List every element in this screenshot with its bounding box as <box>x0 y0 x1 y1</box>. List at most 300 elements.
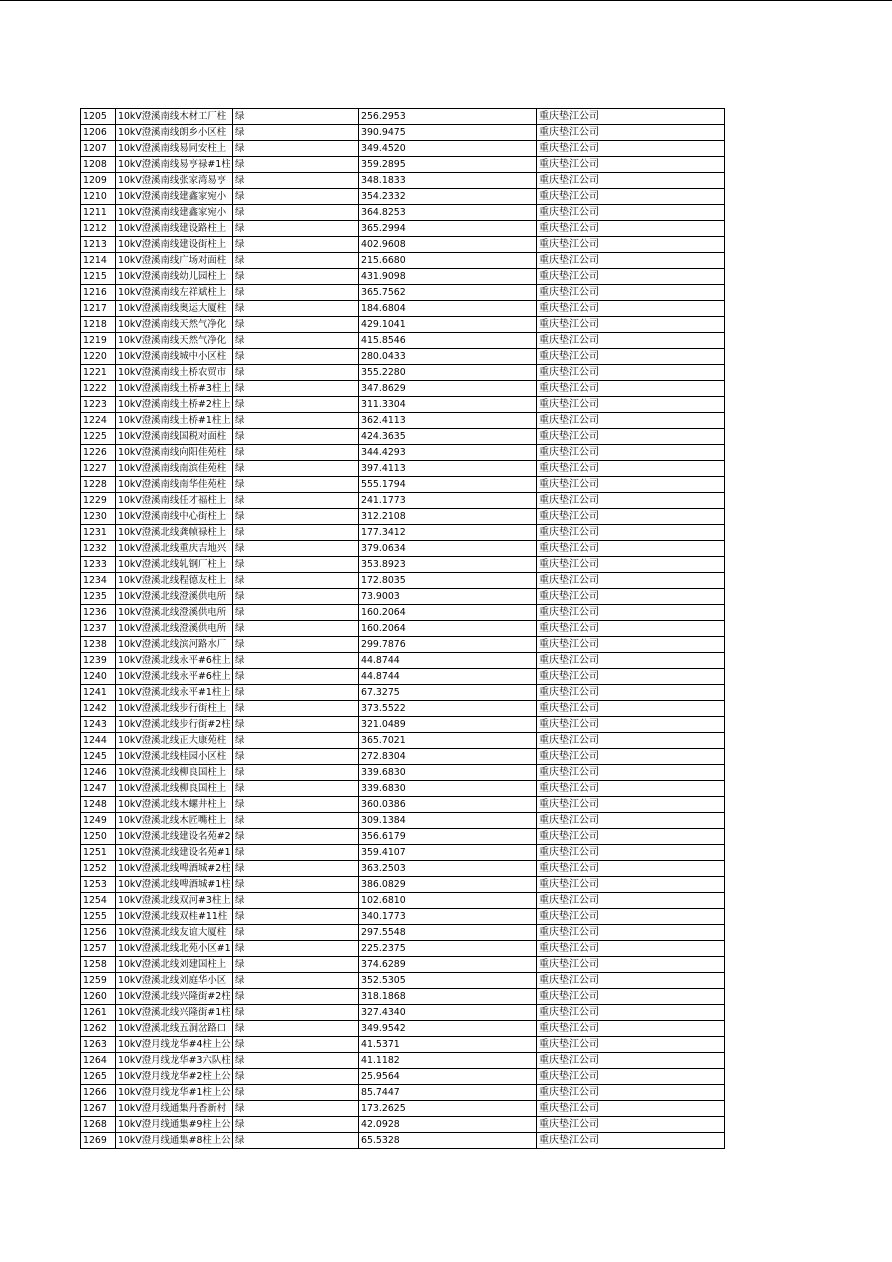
cell-value: 256.2953 <box>359 109 537 125</box>
cell-value: 555.1794 <box>359 477 537 493</box>
cell-name: 10kV澄溪北线兴隆街#1柱 <box>116 1005 233 1021</box>
cell-id: 1258 <box>81 957 116 973</box>
cell-org: 重庆垫江公司 <box>537 557 725 573</box>
cell-org: 重庆垫江公司 <box>537 445 725 461</box>
cell-org: 重庆垫江公司 <box>537 845 725 861</box>
cell-org: 重庆垫江公司 <box>537 1117 725 1133</box>
cell-id: 1240 <box>81 669 116 685</box>
cell-color: 绿 <box>233 957 359 973</box>
cell-value: 349.4520 <box>359 141 537 157</box>
cell-name: 10kV澄溪南线土桥#3柱上 <box>116 381 233 397</box>
cell-name: 10kV澄溪北线程德友柱上 <box>116 573 233 589</box>
cell-org: 重庆垫江公司 <box>537 301 725 317</box>
cell-color: 绿 <box>233 189 359 205</box>
cell-org: 重庆垫江公司 <box>537 1101 725 1117</box>
table-row <box>81 381 725 397</box>
cell-value: 359.2895 <box>359 157 537 173</box>
cell-name: 10kV澄溪北线步行街#2柱 <box>116 717 233 733</box>
table-row <box>81 173 725 189</box>
table-row <box>81 301 725 317</box>
cell-color: 绿 <box>233 685 359 701</box>
cell-value: 85.7447 <box>359 1085 537 1101</box>
table-row <box>81 365 725 381</box>
cell-org: 重庆垫江公司 <box>537 189 725 205</box>
table-row <box>81 333 725 349</box>
cell-color: 绿 <box>233 893 359 909</box>
cell-color: 绿 <box>233 413 359 429</box>
cell-name: 10kV澄溪南线木材工厂柱 <box>116 109 233 125</box>
cell-color: 绿 <box>233 445 359 461</box>
cell-org: 重庆垫江公司 <box>537 909 725 925</box>
cell-value: 309.1384 <box>359 813 537 829</box>
cell-id: 1261 <box>81 1005 116 1021</box>
cell-org: 重庆垫江公司 <box>537 1005 725 1021</box>
cell-color: 绿 <box>233 813 359 829</box>
cell-org: 重庆垫江公司 <box>537 141 725 157</box>
cell-color: 绿 <box>233 1101 359 1117</box>
cell-name: 10kV澄溪南线土桥农贸市 <box>116 365 233 381</box>
cell-name: 10kV澄溪北线重庆吉地兴 <box>116 541 233 557</box>
table-row <box>81 733 725 749</box>
cell-org: 重庆垫江公司 <box>537 205 725 221</box>
cell-value: 415.8546 <box>359 333 537 349</box>
cell-name: 10kV澄月线龙华#4柱上公 <box>116 1037 233 1053</box>
cell-color: 绿 <box>233 845 359 861</box>
cell-color: 绿 <box>233 237 359 253</box>
cell-color: 绿 <box>233 141 359 157</box>
cell-color: 绿 <box>233 109 359 125</box>
cell-org: 重庆垫江公司 <box>537 717 725 733</box>
table-row <box>81 557 725 573</box>
cell-value: 340.1773 <box>359 909 537 925</box>
cell-name: 10kV澄溪北线北苑小区#1 <box>116 941 233 957</box>
cell-id: 1232 <box>81 541 116 557</box>
cell-id: 1222 <box>81 381 116 397</box>
cell-color: 绿 <box>233 589 359 605</box>
cell-id: 1217 <box>81 301 116 317</box>
table-row <box>81 1053 725 1069</box>
table-row <box>81 605 725 621</box>
cell-id: 1246 <box>81 765 116 781</box>
cell-org: 重庆垫江公司 <box>537 589 725 605</box>
cell-org: 重庆垫江公司 <box>537 829 725 845</box>
cell-id: 1266 <box>81 1085 116 1101</box>
cell-id: 1230 <box>81 509 116 525</box>
cell-id: 1263 <box>81 1037 116 1053</box>
table-row <box>81 317 725 333</box>
cell-color: 绿 <box>233 301 359 317</box>
cell-name: 10kV澄月线通集丹香新村 <box>116 1101 233 1117</box>
cell-id: 1257 <box>81 941 116 957</box>
cell-org: 重庆垫江公司 <box>537 941 725 957</box>
cell-org: 重庆垫江公司 <box>537 749 725 765</box>
table-row <box>81 701 725 717</box>
cell-color: 绿 <box>233 221 359 237</box>
cell-name: 10kV澄溪南线建设路柱上 <box>116 221 233 237</box>
cell-id: 1239 <box>81 653 116 669</box>
cell-id: 1237 <box>81 621 116 637</box>
cell-name: 10kV澄月线龙华#1柱上公 <box>116 1085 233 1101</box>
cell-color: 绿 <box>233 701 359 717</box>
table-row <box>81 797 725 813</box>
cell-value: 297.5548 <box>359 925 537 941</box>
cell-id: 1227 <box>81 461 116 477</box>
cell-id: 1231 <box>81 525 116 541</box>
cell-id: 1224 <box>81 413 116 429</box>
cell-org: 重庆垫江公司 <box>537 509 725 525</box>
cell-value: 25.9564 <box>359 1069 537 1085</box>
cell-id: 1264 <box>81 1053 116 1069</box>
cell-name: 10kV澄溪北线永平#1柱上 <box>116 685 233 701</box>
cell-id: 1241 <box>81 685 116 701</box>
cell-value: 402.9608 <box>359 237 537 253</box>
cell-value: 160.2064 <box>359 621 537 637</box>
cell-org: 重庆垫江公司 <box>537 685 725 701</box>
cell-value: 184.6804 <box>359 301 537 317</box>
cell-name: 10kV澄溪南线张家湾易亨 <box>116 173 233 189</box>
cell-org: 重庆垫江公司 <box>537 285 725 301</box>
cell-org: 重庆垫江公司 <box>537 157 725 173</box>
cell-id: 1220 <box>81 349 116 365</box>
cell-color: 绿 <box>233 637 359 653</box>
cell-id: 1213 <box>81 237 116 253</box>
cell-org: 重庆垫江公司 <box>537 893 725 909</box>
cell-org: 重庆垫江公司 <box>537 253 725 269</box>
cell-org: 重庆垫江公司 <box>537 1021 725 1037</box>
cell-value: 42.0928 <box>359 1117 537 1133</box>
cell-value: 397.4113 <box>359 461 537 477</box>
cell-value: 365.7021 <box>359 733 537 749</box>
table-row <box>81 285 725 301</box>
cell-org: 重庆垫江公司 <box>537 237 725 253</box>
table-row <box>81 1117 725 1133</box>
cell-name: 10kV澄溪南线南滨佳苑柱 <box>116 461 233 477</box>
cell-value: 359.4107 <box>359 845 537 861</box>
cell-org: 重庆垫江公司 <box>537 669 725 685</box>
cell-color: 绿 <box>233 621 359 637</box>
cell-id: 1233 <box>81 557 116 573</box>
cell-org: 重庆垫江公司 <box>537 637 725 653</box>
table-row <box>81 1005 725 1021</box>
cell-org: 重庆垫江公司 <box>537 349 725 365</box>
cell-id: 1210 <box>81 189 116 205</box>
cell-name: 10kV澄溪北线正大康苑柱 <box>116 733 233 749</box>
table-row <box>81 1133 725 1149</box>
cell-name: 10kV澄溪南线任才福柱上 <box>116 493 233 509</box>
cell-value: 311.3304 <box>359 397 537 413</box>
cell-color: 绿 <box>233 829 359 845</box>
cell-org: 重庆垫江公司 <box>537 477 725 493</box>
cell-name: 10kV澄溪南线广场对面柱 <box>116 253 233 269</box>
cell-color: 绿 <box>233 429 359 445</box>
cell-color: 绿 <box>233 541 359 557</box>
cell-name: 10kV澄月线通集#8柱上公 <box>116 1133 233 1149</box>
table-row <box>81 893 725 909</box>
cell-org: 重庆垫江公司 <box>537 269 725 285</box>
cell-color: 绿 <box>233 1069 359 1085</box>
cell-color: 绿 <box>233 877 359 893</box>
cell-value: 349.9542 <box>359 1021 537 1037</box>
table-row <box>81 205 725 221</box>
cell-value: 344.4293 <box>359 445 537 461</box>
cell-color: 绿 <box>233 269 359 285</box>
cell-id: 1211 <box>81 205 116 221</box>
cell-color: 绿 <box>233 1005 359 1021</box>
cell-value: 299.7876 <box>359 637 537 653</box>
cell-value: 41.1182 <box>359 1053 537 1069</box>
cell-id: 1234 <box>81 573 116 589</box>
table-row <box>81 845 725 861</box>
cell-color: 绿 <box>233 669 359 685</box>
cell-id: 1260 <box>81 989 116 1005</box>
cell-name: 10kV澄溪南线天然气净化 <box>116 317 233 333</box>
cell-color: 绿 <box>233 1133 359 1149</box>
cell-id: 1206 <box>81 125 116 141</box>
cell-id: 1242 <box>81 701 116 717</box>
cell-name: 10kV澄溪北线滨河路水厂 <box>116 637 233 653</box>
table-row <box>81 141 725 157</box>
cell-name: 10kV澄溪北线步行街柱上 <box>116 701 233 717</box>
table-row <box>81 989 725 1005</box>
cell-name: 10kV澄溪南线左祥斌柱上 <box>116 285 233 301</box>
cell-org: 重庆垫江公司 <box>537 1085 725 1101</box>
table-row <box>81 685 725 701</box>
table-row <box>81 861 725 877</box>
cell-value: 431.9098 <box>359 269 537 285</box>
cell-color: 绿 <box>233 765 359 781</box>
cell-value: 241.1773 <box>359 493 537 509</box>
table-row <box>81 941 725 957</box>
cell-color: 绿 <box>233 285 359 301</box>
table-row <box>81 1101 725 1117</box>
cell-id: 1254 <box>81 893 116 909</box>
cell-org: 重庆垫江公司 <box>537 317 725 333</box>
table-row <box>81 957 725 973</box>
cell-value: 73.9003 <box>359 589 537 605</box>
table-row <box>81 397 725 413</box>
cell-value: 177.3412 <box>359 525 537 541</box>
cell-color: 绿 <box>233 925 359 941</box>
cell-value: 272.8304 <box>359 749 537 765</box>
cell-name: 10kV澄溪北线建设名苑#2 <box>116 829 233 845</box>
cell-name: 10kV澄溪北线友谊大厦柱 <box>116 925 233 941</box>
cell-name: 10kV澄溪南线幼儿园柱上 <box>116 269 233 285</box>
cell-color: 绿 <box>233 605 359 621</box>
cell-id: 1252 <box>81 861 116 877</box>
cell-name: 10kV澄溪北线轧钢厂柱上 <box>116 557 233 573</box>
top-border-line <box>0 0 892 1</box>
cell-org: 重庆垫江公司 <box>537 541 725 557</box>
cell-id: 1219 <box>81 333 116 349</box>
cell-name: 10kV澄溪南线国税对面柱 <box>116 429 233 445</box>
cell-value: 65.5328 <box>359 1133 537 1149</box>
table-row <box>81 253 725 269</box>
cell-value: 379.0634 <box>359 541 537 557</box>
cell-org: 重庆垫江公司 <box>537 333 725 349</box>
cell-name: 10kV澄溪北线木匠嘴柱上 <box>116 813 233 829</box>
cell-name: 10kV澄溪南线建设街柱上 <box>116 237 233 253</box>
cell-color: 绿 <box>233 749 359 765</box>
cell-value: 386.0829 <box>359 877 537 893</box>
cell-color: 绿 <box>233 781 359 797</box>
cell-color: 绿 <box>233 381 359 397</box>
cell-value: 356.6179 <box>359 829 537 845</box>
cell-org: 重庆垫江公司 <box>537 397 725 413</box>
table-row <box>81 781 725 797</box>
cell-value: 41.5371 <box>359 1037 537 1053</box>
cell-value: 160.2064 <box>359 605 537 621</box>
cell-color: 绿 <box>233 349 359 365</box>
cell-color: 绿 <box>233 1085 359 1101</box>
cell-color: 绿 <box>233 1037 359 1053</box>
cell-name: 10kV澄溪北线刘建国柱上 <box>116 957 233 973</box>
cell-id: 1248 <box>81 797 116 813</box>
cell-value: 360.0386 <box>359 797 537 813</box>
cell-name: 10kV澄溪北线刘庭华小区 <box>116 973 233 989</box>
cell-id: 1243 <box>81 717 116 733</box>
cell-color: 绿 <box>233 909 359 925</box>
cell-id: 1223 <box>81 397 116 413</box>
cell-id: 1228 <box>81 477 116 493</box>
table-row <box>81 541 725 557</box>
cell-color: 绿 <box>233 493 359 509</box>
cell-value: 339.6830 <box>359 781 537 797</box>
cell-name: 10kV澄溪北线建设名苑#1 <box>116 845 233 861</box>
cell-id: 1215 <box>81 269 116 285</box>
cell-color: 绿 <box>233 717 359 733</box>
cell-name: 10kV澄溪北线澄溪供电所 <box>116 621 233 637</box>
cell-value: 364.8253 <box>359 205 537 221</box>
table-row <box>81 237 725 253</box>
cell-name: 10kV澄溪北线龚帧禄柱上 <box>116 525 233 541</box>
cell-color: 绿 <box>233 1053 359 1069</box>
cell-name: 10kV澄溪南线朗乡小区柱 <box>116 125 233 141</box>
cell-org: 重庆垫江公司 <box>537 173 725 189</box>
table-row <box>81 813 725 829</box>
cell-org: 重庆垫江公司 <box>537 1037 725 1053</box>
cell-org: 重庆垫江公司 <box>537 573 725 589</box>
table-row <box>81 429 725 445</box>
cell-org: 重庆垫江公司 <box>537 621 725 637</box>
cell-org: 重庆垫江公司 <box>537 781 725 797</box>
cell-name: 10kV澄溪南线土桥#1柱上 <box>116 413 233 429</box>
cell-color: 绿 <box>233 573 359 589</box>
cell-id: 1212 <box>81 221 116 237</box>
cell-color: 绿 <box>233 861 359 877</box>
cell-value: 215.6680 <box>359 253 537 269</box>
cell-id: 1259 <box>81 973 116 989</box>
cell-name: 10kV澄溪南线南华佳苑柱 <box>116 477 233 493</box>
cell-value: 327.4340 <box>359 1005 537 1021</box>
cell-value: 354.2332 <box>359 189 537 205</box>
cell-color: 绿 <box>233 797 359 813</box>
cell-org: 重庆垫江公司 <box>537 221 725 237</box>
cell-id: 1235 <box>81 589 116 605</box>
cell-name: 10kV澄溪南线土桥#2柱上 <box>116 397 233 413</box>
cell-name: 10kV澄溪北线啤酒城#1柱 <box>116 877 233 893</box>
cell-value: 365.7562 <box>359 285 537 301</box>
table-row <box>81 269 725 285</box>
cell-name: 10kV澄溪北线双桂#11柱 <box>116 909 233 925</box>
cell-name: 10kV澄溪南线奥运大厦柱 <box>116 301 233 317</box>
cell-id: 1267 <box>81 1101 116 1117</box>
cell-id: 1216 <box>81 285 116 301</box>
table-row <box>81 1037 725 1053</box>
cell-name: 10kV澄溪北线澄溪供电所 <box>116 589 233 605</box>
cell-color: 绿 <box>233 973 359 989</box>
cell-name: 10kV澄溪北线永平#6柱上 <box>116 653 233 669</box>
cell-color: 绿 <box>233 733 359 749</box>
cell-name: 10kV澄溪南线建鑫家宛小 <box>116 189 233 205</box>
cell-color: 绿 <box>233 1021 359 1037</box>
table-row <box>81 717 725 733</box>
cell-color: 绿 <box>233 397 359 413</box>
cell-id: 1225 <box>81 429 116 445</box>
table-row <box>81 621 725 637</box>
cell-id: 1249 <box>81 813 116 829</box>
table-row <box>81 765 725 781</box>
cell-name: 10kV澄溪北线桂园小区柱 <box>116 749 233 765</box>
cell-org: 重庆垫江公司 <box>537 525 725 541</box>
table-row <box>81 125 725 141</box>
table-row <box>81 1085 725 1101</box>
cell-color: 绿 <box>233 157 359 173</box>
cell-org: 重庆垫江公司 <box>537 925 725 941</box>
table-row <box>81 413 725 429</box>
cell-color: 绿 <box>233 653 359 669</box>
cell-org: 重庆垫江公司 <box>537 957 725 973</box>
table-row <box>81 1069 725 1085</box>
cell-org: 重庆垫江公司 <box>537 605 725 621</box>
cell-value: 353.8923 <box>359 557 537 573</box>
cell-name: 10kV澄月线龙华#3六队柱 <box>116 1053 233 1069</box>
cell-id: 1244 <box>81 733 116 749</box>
cell-id: 1214 <box>81 253 116 269</box>
table-row <box>81 189 725 205</box>
cell-color: 绿 <box>233 477 359 493</box>
cell-name: 10kV澄溪北线五洞岔路口 <box>116 1021 233 1037</box>
table-row <box>81 877 725 893</box>
table-row <box>81 349 725 365</box>
cell-id: 1209 <box>81 173 116 189</box>
table-row <box>81 109 725 125</box>
cell-color: 绿 <box>233 333 359 349</box>
cell-value: 312.2108 <box>359 509 537 525</box>
cell-value: 390.9475 <box>359 125 537 141</box>
cell-org: 重庆垫江公司 <box>537 813 725 829</box>
cell-value: 102.6810 <box>359 893 537 909</box>
cell-color: 绿 <box>233 509 359 525</box>
cell-value: 424.3635 <box>359 429 537 445</box>
cell-org: 重庆垫江公司 <box>537 381 725 397</box>
cell-value: 365.2994 <box>359 221 537 237</box>
table-row <box>81 589 725 605</box>
cell-id: 1208 <box>81 157 116 173</box>
cell-org: 重庆垫江公司 <box>537 797 725 813</box>
cell-color: 绿 <box>233 557 359 573</box>
cell-value: 363.2503 <box>359 861 537 877</box>
table-row <box>81 477 725 493</box>
cell-value: 352.5305 <box>359 973 537 989</box>
table-row <box>81 653 725 669</box>
cell-value: 373.5522 <box>359 701 537 717</box>
cell-name: 10kV澄月线通集#9柱上公 <box>116 1117 233 1133</box>
cell-id: 1238 <box>81 637 116 653</box>
data-table <box>80 108 725 1149</box>
cell-org: 重庆垫江公司 <box>537 861 725 877</box>
table-row <box>81 461 725 477</box>
cell-value: 173.2625 <box>359 1101 537 1117</box>
